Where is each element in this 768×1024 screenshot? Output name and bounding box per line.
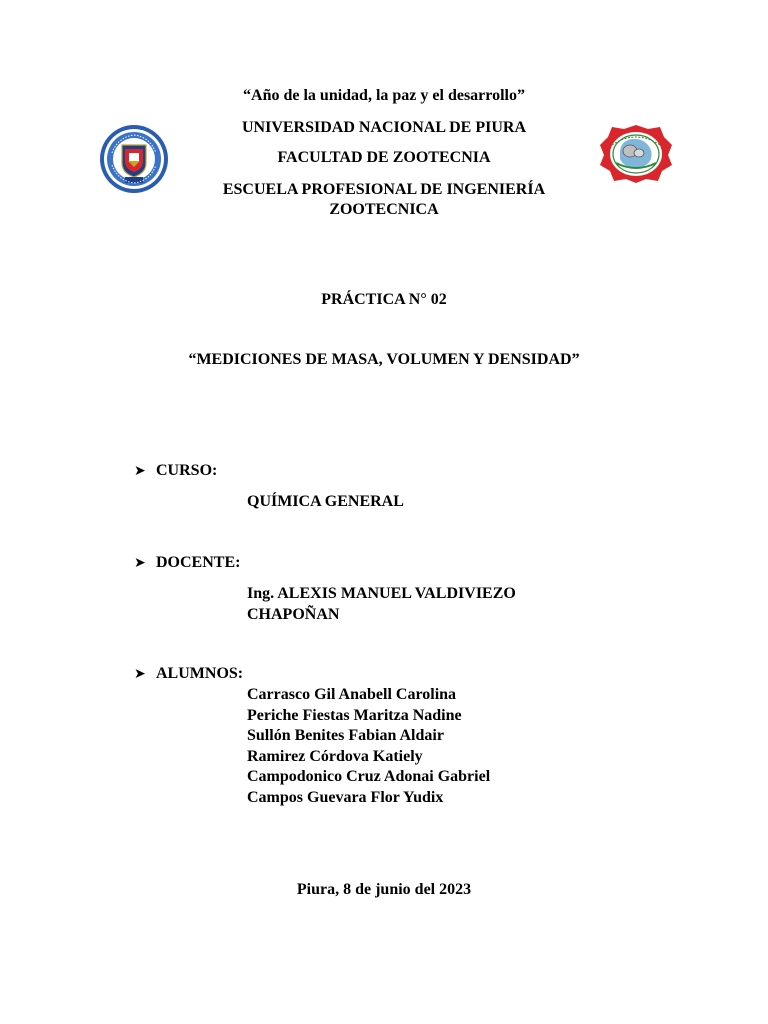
motto: “Año de la unidad, la paz y el desarrollo”	[243, 87, 525, 104]
university-name: UNIVERSIDAD NACIONAL DE PIURA	[241, 119, 527, 136]
school-name-line-1: ESCUELA PROFESIONAL DE INGENIERÍA	[222, 181, 546, 198]
student-name: Ramirez Córdova Katiely	[247, 747, 423, 765]
document-date: Piura, 8 de junio del 2023	[296, 881, 472, 898]
teacher-label-row	[134, 553, 240, 573]
course-value: QUÍMICA GENERAL	[247, 493, 404, 510]
school-name-line-2: ZOOTECNICA	[329, 201, 439, 218]
faculty-name: FACULTAD DE ZOOTECNIA	[277, 149, 491, 166]
arrowhead-bullet-icon: ➤	[134, 555, 146, 571]
student-name: Campodonico Cruz Adonai Gabriel	[247, 768, 491, 786]
teacher-name	[247, 584, 516, 625]
teacher-label: DOCENTE:	[156, 554, 241, 571]
practice-title: “MEDICIONES DE MASA, VOLUMEN Y DENSIDAD”	[188, 351, 580, 368]
course-label: CURSO:	[156, 462, 218, 479]
student-name: Campos Guevara Flor Yudix	[247, 788, 444, 806]
student-name: Carrasco Gil Anabell Carolina	[247, 686, 457, 703]
arrowhead-bullet-icon: ➤	[134, 463, 146, 479]
course-label-row	[134, 461, 217, 481]
students-label: ALUMNOS:	[156, 665, 244, 682]
teacher-name-line-2: CHAPOÑAN	[247, 605, 340, 623]
students-list	[247, 685, 490, 809]
student-name: Periche Fiestas Maritza Nadine	[247, 706, 462, 724]
student-name: Sullón Benites Fabian Aldair	[247, 727, 444, 745]
students-label-row	[134, 664, 243, 684]
arrowhead-bullet-icon: ➤	[134, 666, 146, 682]
teacher-name-line-1: Ing. ALEXIS MANUEL VALDIVIEZO	[247, 585, 516, 602]
practice-number: PRÁCTICA N° 02	[321, 291, 447, 308]
